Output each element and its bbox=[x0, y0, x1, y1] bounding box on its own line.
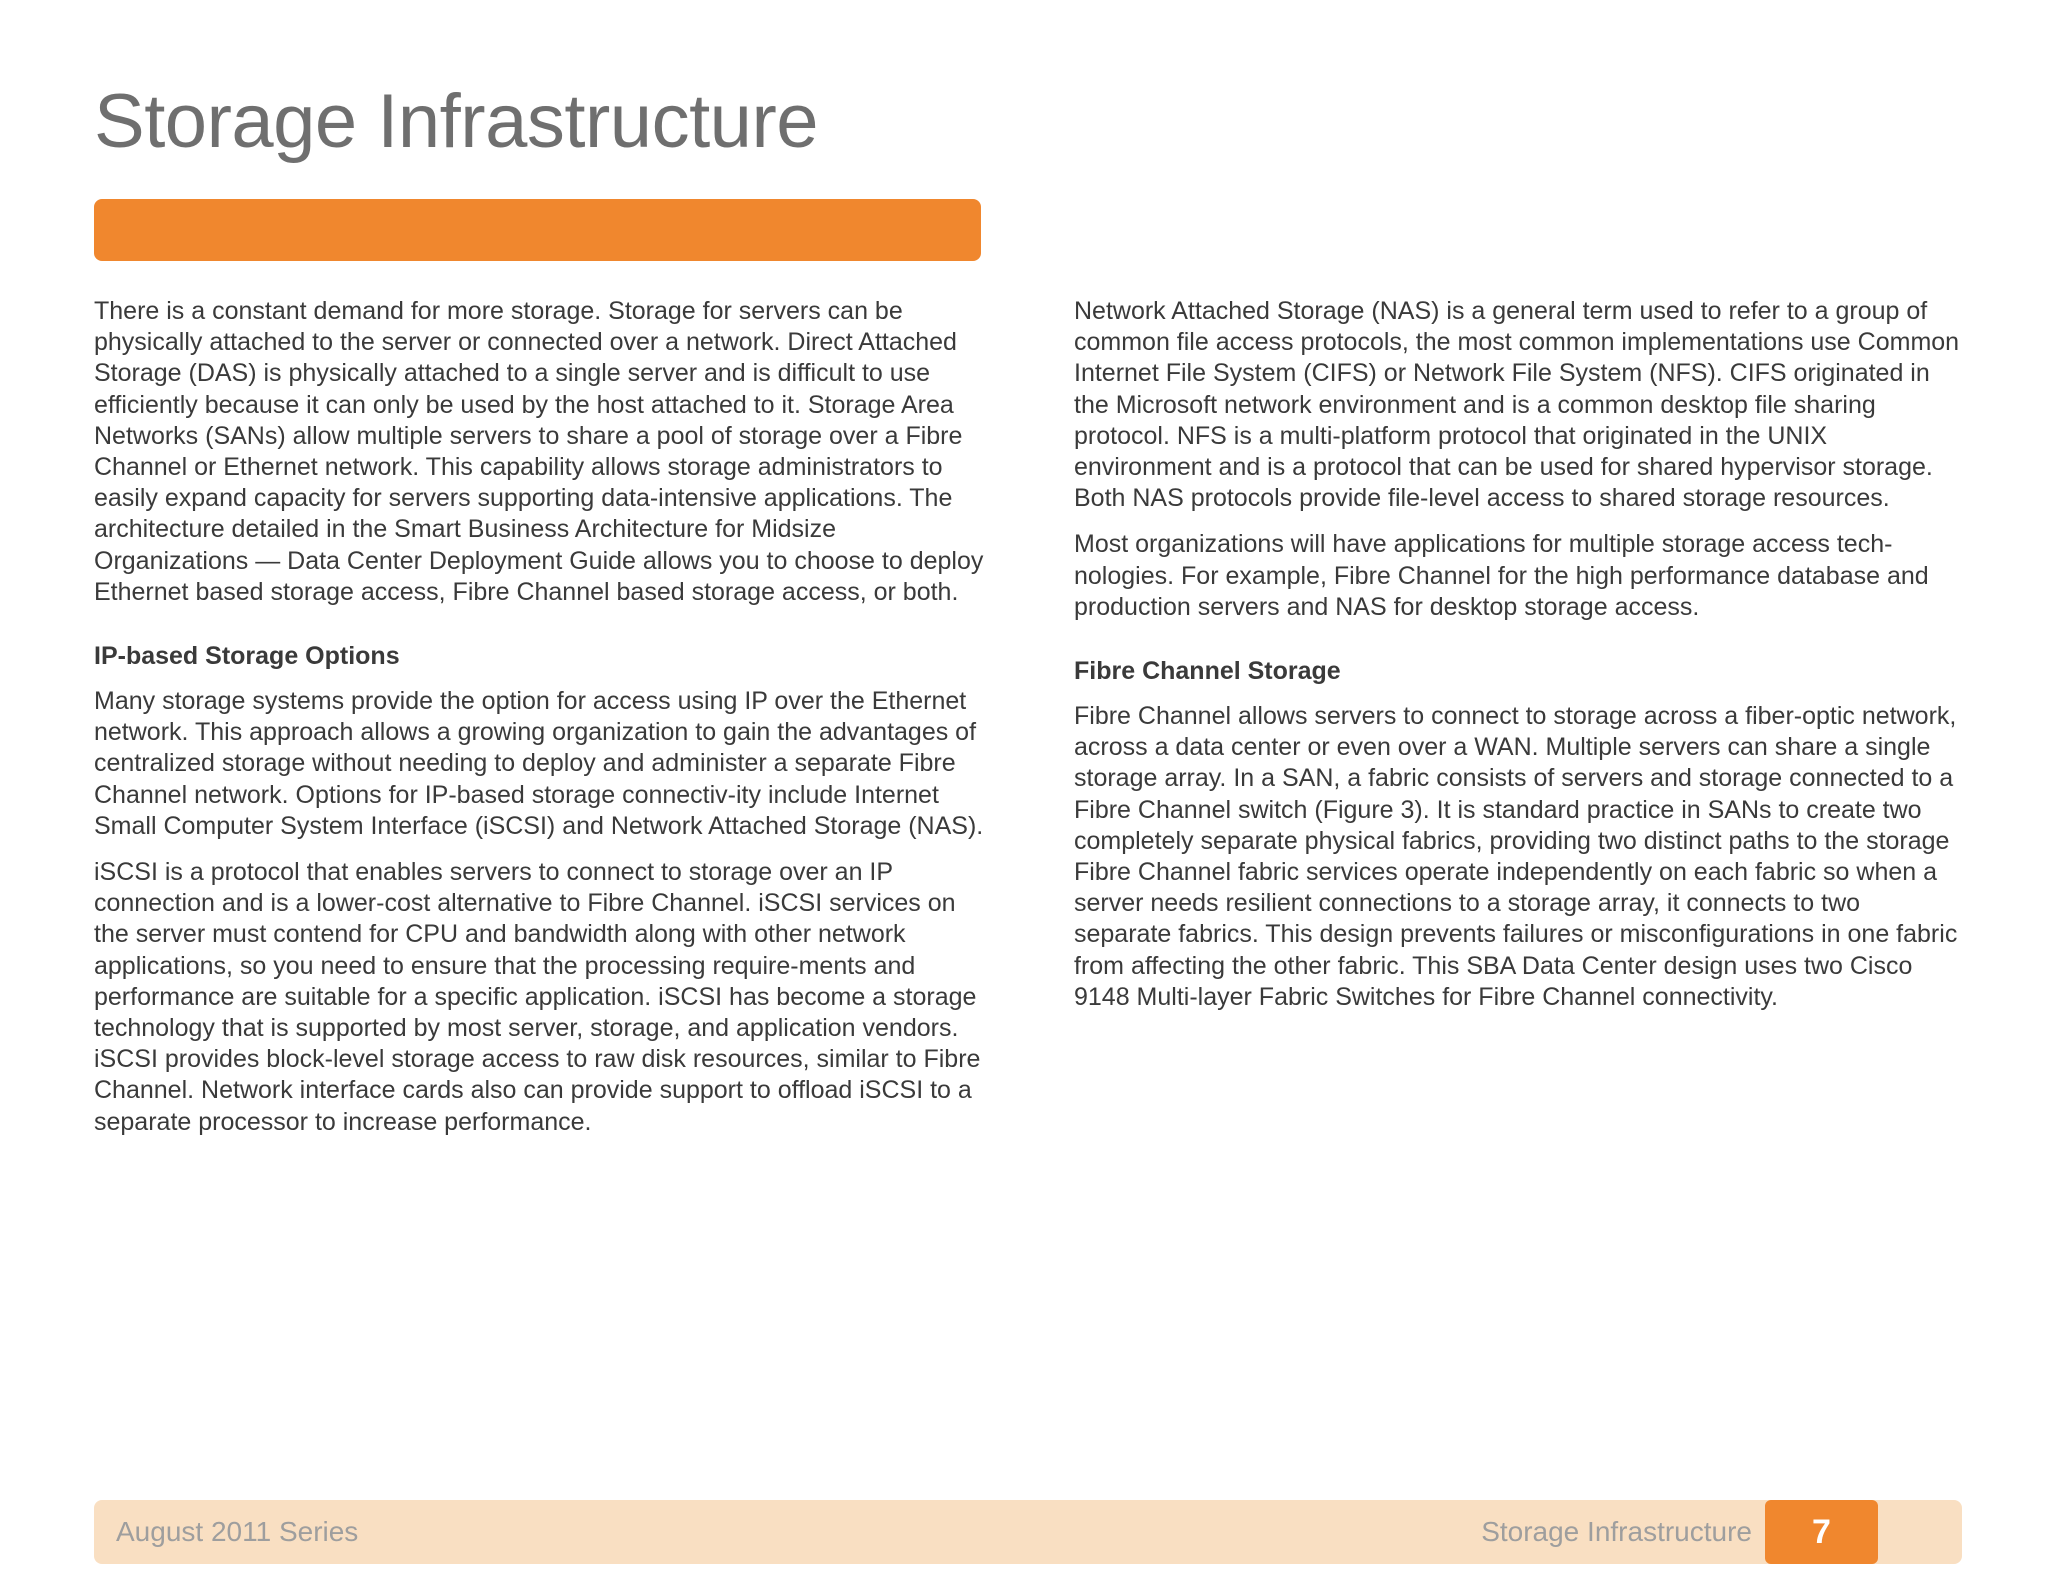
ip-storage-paragraph-1: Many storage systems provide the option for access using IP over the Ethernet network. This approach allows a growing organization to gain the advantages of centralized storage without needing to deploy and administer a separate Fibre Channel network. Options for IP-based storage connectiv-ity include Internet Small Computer System Interface (iSCSI) and Network Attached Storage (NAS). bbox=[94, 687, 984, 840]
title-accent-bar bbox=[94, 199, 981, 261]
intro-paragraph: There is a constant demand for more storage. Storage for servers can be physically attached to the server or connected over a network. Direct Attached Storage (DAS) is physically attached to a single server and is difficult to use efficiently because it can only be used by the host attached to it. Storage Area Networks (SANs) allow multiple servers to share a pool of storage over a Fibre Channel or Ethernet network. This capability allows storage administrators to easily expand capacity for servers supporting data-intensive applications. The architecture detailed in the Smart Business Architecture for Midsize Organizations — Data Center Deployment Guide allows you to choose to deploy Ethernet based storage access, Fibre Channel based storage access, or both. bbox=[94, 297, 984, 606]
left-column bbox=[94, 296, 994, 1153]
ip-storage-heading: IP-based Storage Options bbox=[94, 642, 400, 671]
footer-section-label: Storage Infrastructure bbox=[1481, 1516, 1752, 1547]
footer-bar bbox=[94, 1500, 1962, 1564]
nas-paragraph: Network Attached Storage (NAS) is a general term used to refer to a group of common file access protocols, the most common implementations use Common Internet File System (CIFS) or Network File System (NFS). CIFS originated in the Microsoft network environment and is a common desktop file sharing protocol. NFS is a multi-platform protocol that originated in the UNIX environment and is a protocol that can be used for shared hypervisor storage. Both NAS protocols provide file-level access to shared storage resources. bbox=[1074, 297, 1960, 513]
page-number-badge: 7 bbox=[1765, 1500, 1878, 1564]
page-title: Storage Infrastructure bbox=[94, 79, 819, 164]
fibre-channel-paragraph: Fibre Channel allows servers to connect to storage across a fiber-optic network, across a data center or even over a WAN. Multiple servers can share a single storage array. In a SAN, a fabric consists of servers and storage connected to a Fibre Channel switch (Figure 3). It is standard practice in SANs to create two completely separate physical fabrics, providing two distinct paths to the storage Fibre Channel fabric services operate independently on each fabric so when a server needs resilient connections to a storage array, it connects to two separate fabrics. This design prevents failures or misconfigurations in one fabric from affecting the other fabric. This SBA Data Center design uses two Cisco 9148 Multi-layer Fabric Switches for Fibre Channel connectivity. bbox=[1074, 702, 1958, 1011]
footer-series-label: August 2011 Series bbox=[116, 1516, 359, 1547]
organizations-paragraph: Most organizations will have applications for multiple storage access tech-nologies. For example, Fibre Channel for the high performance database and production servers and NAS for desktop storage access. bbox=[1074, 530, 1929, 621]
ip-storage-paragraph-2: iSCSI is a protocol that enables servers to connect to storage over an IP connection and is a lower-cost alternative to Fibre Channel. iSCSI services on the server must contend for CPU and bandwidth along with other network applications, so you need to ensure that the processing require-ments and performance are suitable for a specific application. iSCSI has become a storage technology that is supported by most server, storage, and application vendors. iSCSI provides block-level storage access to raw disk resources, similar to Fibre Channel. Network interface cards also can provide support to offload iSCSI to a separate processor to increase performance. bbox=[94, 858, 981, 1136]
right-column bbox=[1074, 296, 1964, 1028]
fibre-channel-heading: Fibre Channel Storage bbox=[1074, 657, 1341, 686]
